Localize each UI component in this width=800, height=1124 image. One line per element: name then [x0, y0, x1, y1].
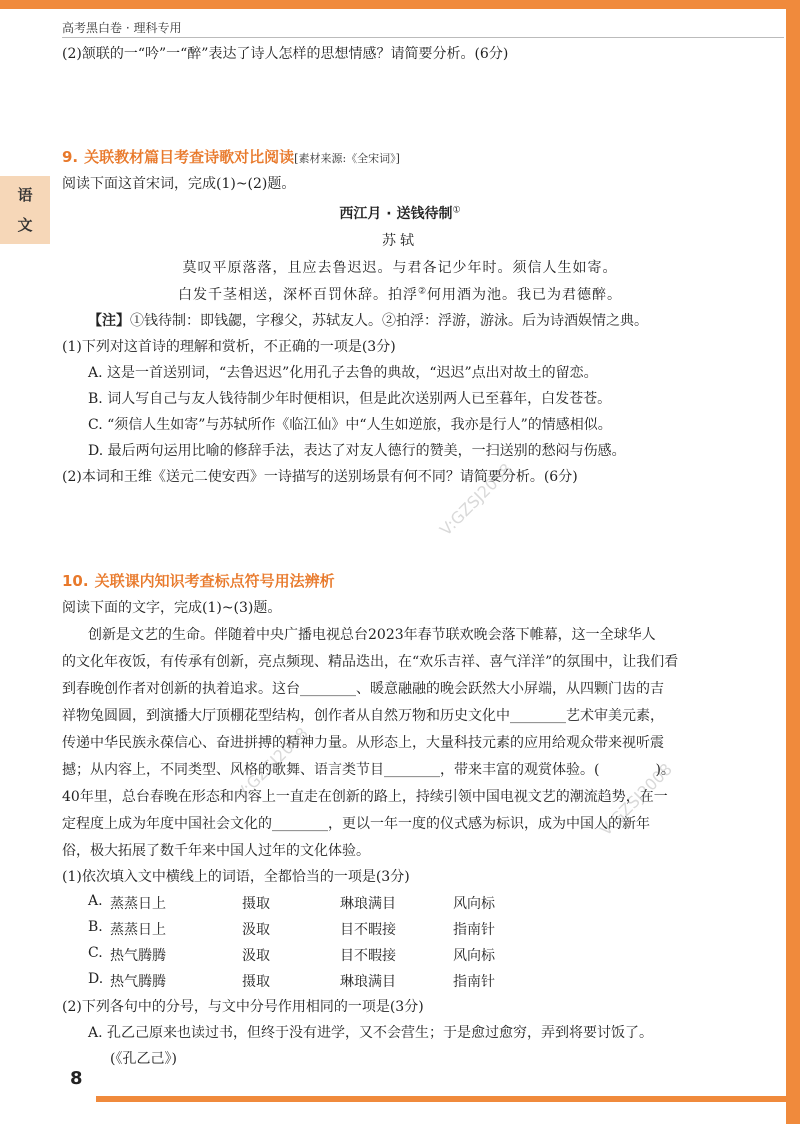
poem-note	[88, 311, 648, 331]
footer-rule	[96, 1096, 786, 1102]
passage-line: 到春晚创作者对创新的执着追求。这台________、暖意融融的晚会跃然大小屏端，从四颗门齿的吉	[62, 681, 664, 697]
poem-line-2-footnote-mark: ②	[417, 286, 428, 297]
q10-instruction: 阅读下面的文字，完成(1)~(3)题。	[62, 600, 282, 616]
passage-line: 定程度上成为年度中国社会文化的________，更以一年一度的仪式感为标识，成为中国人的新年	[62, 816, 650, 832]
right-accent-bar	[786, 0, 800, 1124]
q10-option-word: 摄取	[242, 896, 270, 912]
side-tab-char-1: 语	[17, 186, 33, 204]
q10-heading	[62, 570, 335, 591]
q9-option-c: C. “须信人生如寄”与苏轼所作《临江仙》中“人生如逆旅，我亦是行人”的情感相似。	[88, 417, 612, 433]
prev-question-text: (2)颔联的一“吟”一“醉”表达了诗人怎样的思想情感？请简要分析。(6分)	[62, 46, 509, 62]
q10-sub1: (1)依次填入文中横线上的词语，全都恰当的一项是(3分)	[62, 869, 410, 885]
q10-sub2-option-a: A. 孔乙己原来也读过书，但终于没有进学，又不会营生；于是愈过愈穷，弄到将要讨饭了。	[88, 1025, 654, 1041]
q10-option-word: 汲取	[242, 922, 270, 938]
note-text: ①钱待制：即钱勰，字穆父，苏轼友人。②拍浮：浮游，游泳。后为诗酒娱情之典。	[130, 313, 648, 329]
passage-line: 40年里，总台春晚在形态和内容上一直走在创新的路上，持续引领中国电视文艺的潮流趋势，在一	[62, 789, 668, 805]
q10-option-word: 摄取	[242, 974, 270, 990]
passage-line: 祥物兔圆圆，到演播大厅顶棚花型结构，创作者从自然万物和历史文化中________艺术审美元素，	[62, 708, 664, 724]
page-number: 8	[70, 1068, 83, 1089]
q10-option-label: A.	[88, 893, 103, 909]
q10-option-label: D.	[88, 971, 104, 987]
passage-line: 传递中华民族永葆信心、奋进拼搏的精神力量。从形态上，大量科技元素的应用给观众带来视听震	[62, 735, 664, 751]
header-divider	[62, 37, 784, 38]
q9-option-b: B. 词人写自己与友人钱待制少年时便相识，但是此次送别两人已至暮年，白发苍苍。	[88, 391, 612, 407]
poem-line-2-part-b: 何用酒为池。我已为君德醉。	[427, 287, 623, 303]
q10-option-label: B.	[88, 919, 103, 935]
q9-instruction: 阅读下面这首宋词，完成(1)~(2)题。	[62, 176, 296, 192]
q9-number: 9.	[62, 148, 79, 166]
poem-line-2	[0, 284, 800, 304]
q10-option-label: C.	[88, 945, 103, 961]
q9-source: [素材来源:《全宋词》]	[294, 152, 400, 165]
q10-option-word: 琳琅满目	[340, 896, 396, 912]
q10-option-word: 指南针	[453, 922, 495, 938]
passage-line: 创新是文艺的生命。伴随着中央广播电视总台2023年春节联欢晚会落下帷幕，这一全球华人	[88, 627, 656, 643]
poem-line-1: 莫叹平原落落，且应去鲁迟迟。与君各记少年时。须信人生如寄。	[182, 260, 618, 276]
q10-option-word: 目不暇接	[340, 922, 396, 938]
q10-sub2-option-a-source: (《孔乙己》)	[110, 1051, 177, 1067]
q10-number: 10.	[62, 572, 89, 590]
watermark: V:GZSJ2008	[232, 723, 312, 804]
q10-option-word: 热气腾腾	[110, 948, 166, 964]
top-accent-bar	[0, 0, 800, 9]
q10-option-word: 目不暇接	[340, 948, 396, 964]
q10-option-word: 热气腾腾	[110, 974, 166, 990]
q10-title: 关联课内知识考查标点符号用法辨析	[94, 572, 335, 590]
header-title: 高考黑白卷 · 理科专用	[62, 21, 182, 35]
watermark: V:GZSJ2008	[436, 459, 516, 540]
q9-sub1: (1)下列对这首诗的理解和赏析，不正确的一项是(3分)	[62, 339, 396, 355]
poem-author: 苏轼	[382, 233, 418, 249]
q10-option-word: 琳琅满目	[340, 974, 396, 990]
q9-option-d: D. 最后两句运用比喻的修辞手法，表达了对友人德行的赞美，一扫送别的愁闷与伤感。	[88, 443, 626, 459]
q10-option-word: 蒸蒸日上	[110, 896, 166, 912]
q10-option-word: 蒸蒸日上	[110, 922, 166, 938]
passage-line: 撼；从内容上，不同类型、风格的歌舞、语言类节目________，带来丰富的观赏体验。( )。	[62, 762, 675, 778]
q9-heading	[62, 146, 400, 167]
passage-line: 的文化年夜饭，有传承有创新，亮点频现、精品迭出，在“欢乐吉祥、喜气洋洋”的氛围中，让我们看	[62, 654, 679, 670]
passage-line: 俗，极大拓展了数千年来中国人过年的文化体验。	[62, 843, 370, 859]
q10-option-word: 指南针	[453, 974, 495, 990]
poem-title-line	[0, 203, 800, 223]
q10-option-word: 汲取	[242, 948, 270, 964]
q10-option-word: 风向标	[453, 948, 495, 964]
side-tab-char-2: 文	[17, 216, 33, 234]
q9-sub2: (2)本词和王维《送元二使安西》一诗描写的送别场景有何不同？请简要分析。(6分)	[62, 469, 578, 485]
q9-option-a: A. 这是一首送别词，“去鲁迟迟”化用孔子去鲁的典故，“迟迟”点出对故土的留恋。	[88, 365, 598, 381]
watermark: V:GZSJ2008	[596, 759, 676, 840]
q10-sub2: (2)下列各句中的分号，与文中分号作用相同的一项是(3分)	[62, 999, 424, 1015]
note-label: 【注】	[88, 313, 130, 329]
q9-title: 关联教材篇目考查诗歌对比阅读	[84, 148, 295, 166]
poem-title: 西江月 · 送钱待制	[339, 206, 453, 222]
poem-line-2-part-a: 白发千茎相送，深杯百罚休辞。拍浮	[177, 287, 418, 303]
poem-title-footnote-mark: ①	[452, 205, 461, 216]
q10-option-word: 风向标	[453, 896, 495, 912]
